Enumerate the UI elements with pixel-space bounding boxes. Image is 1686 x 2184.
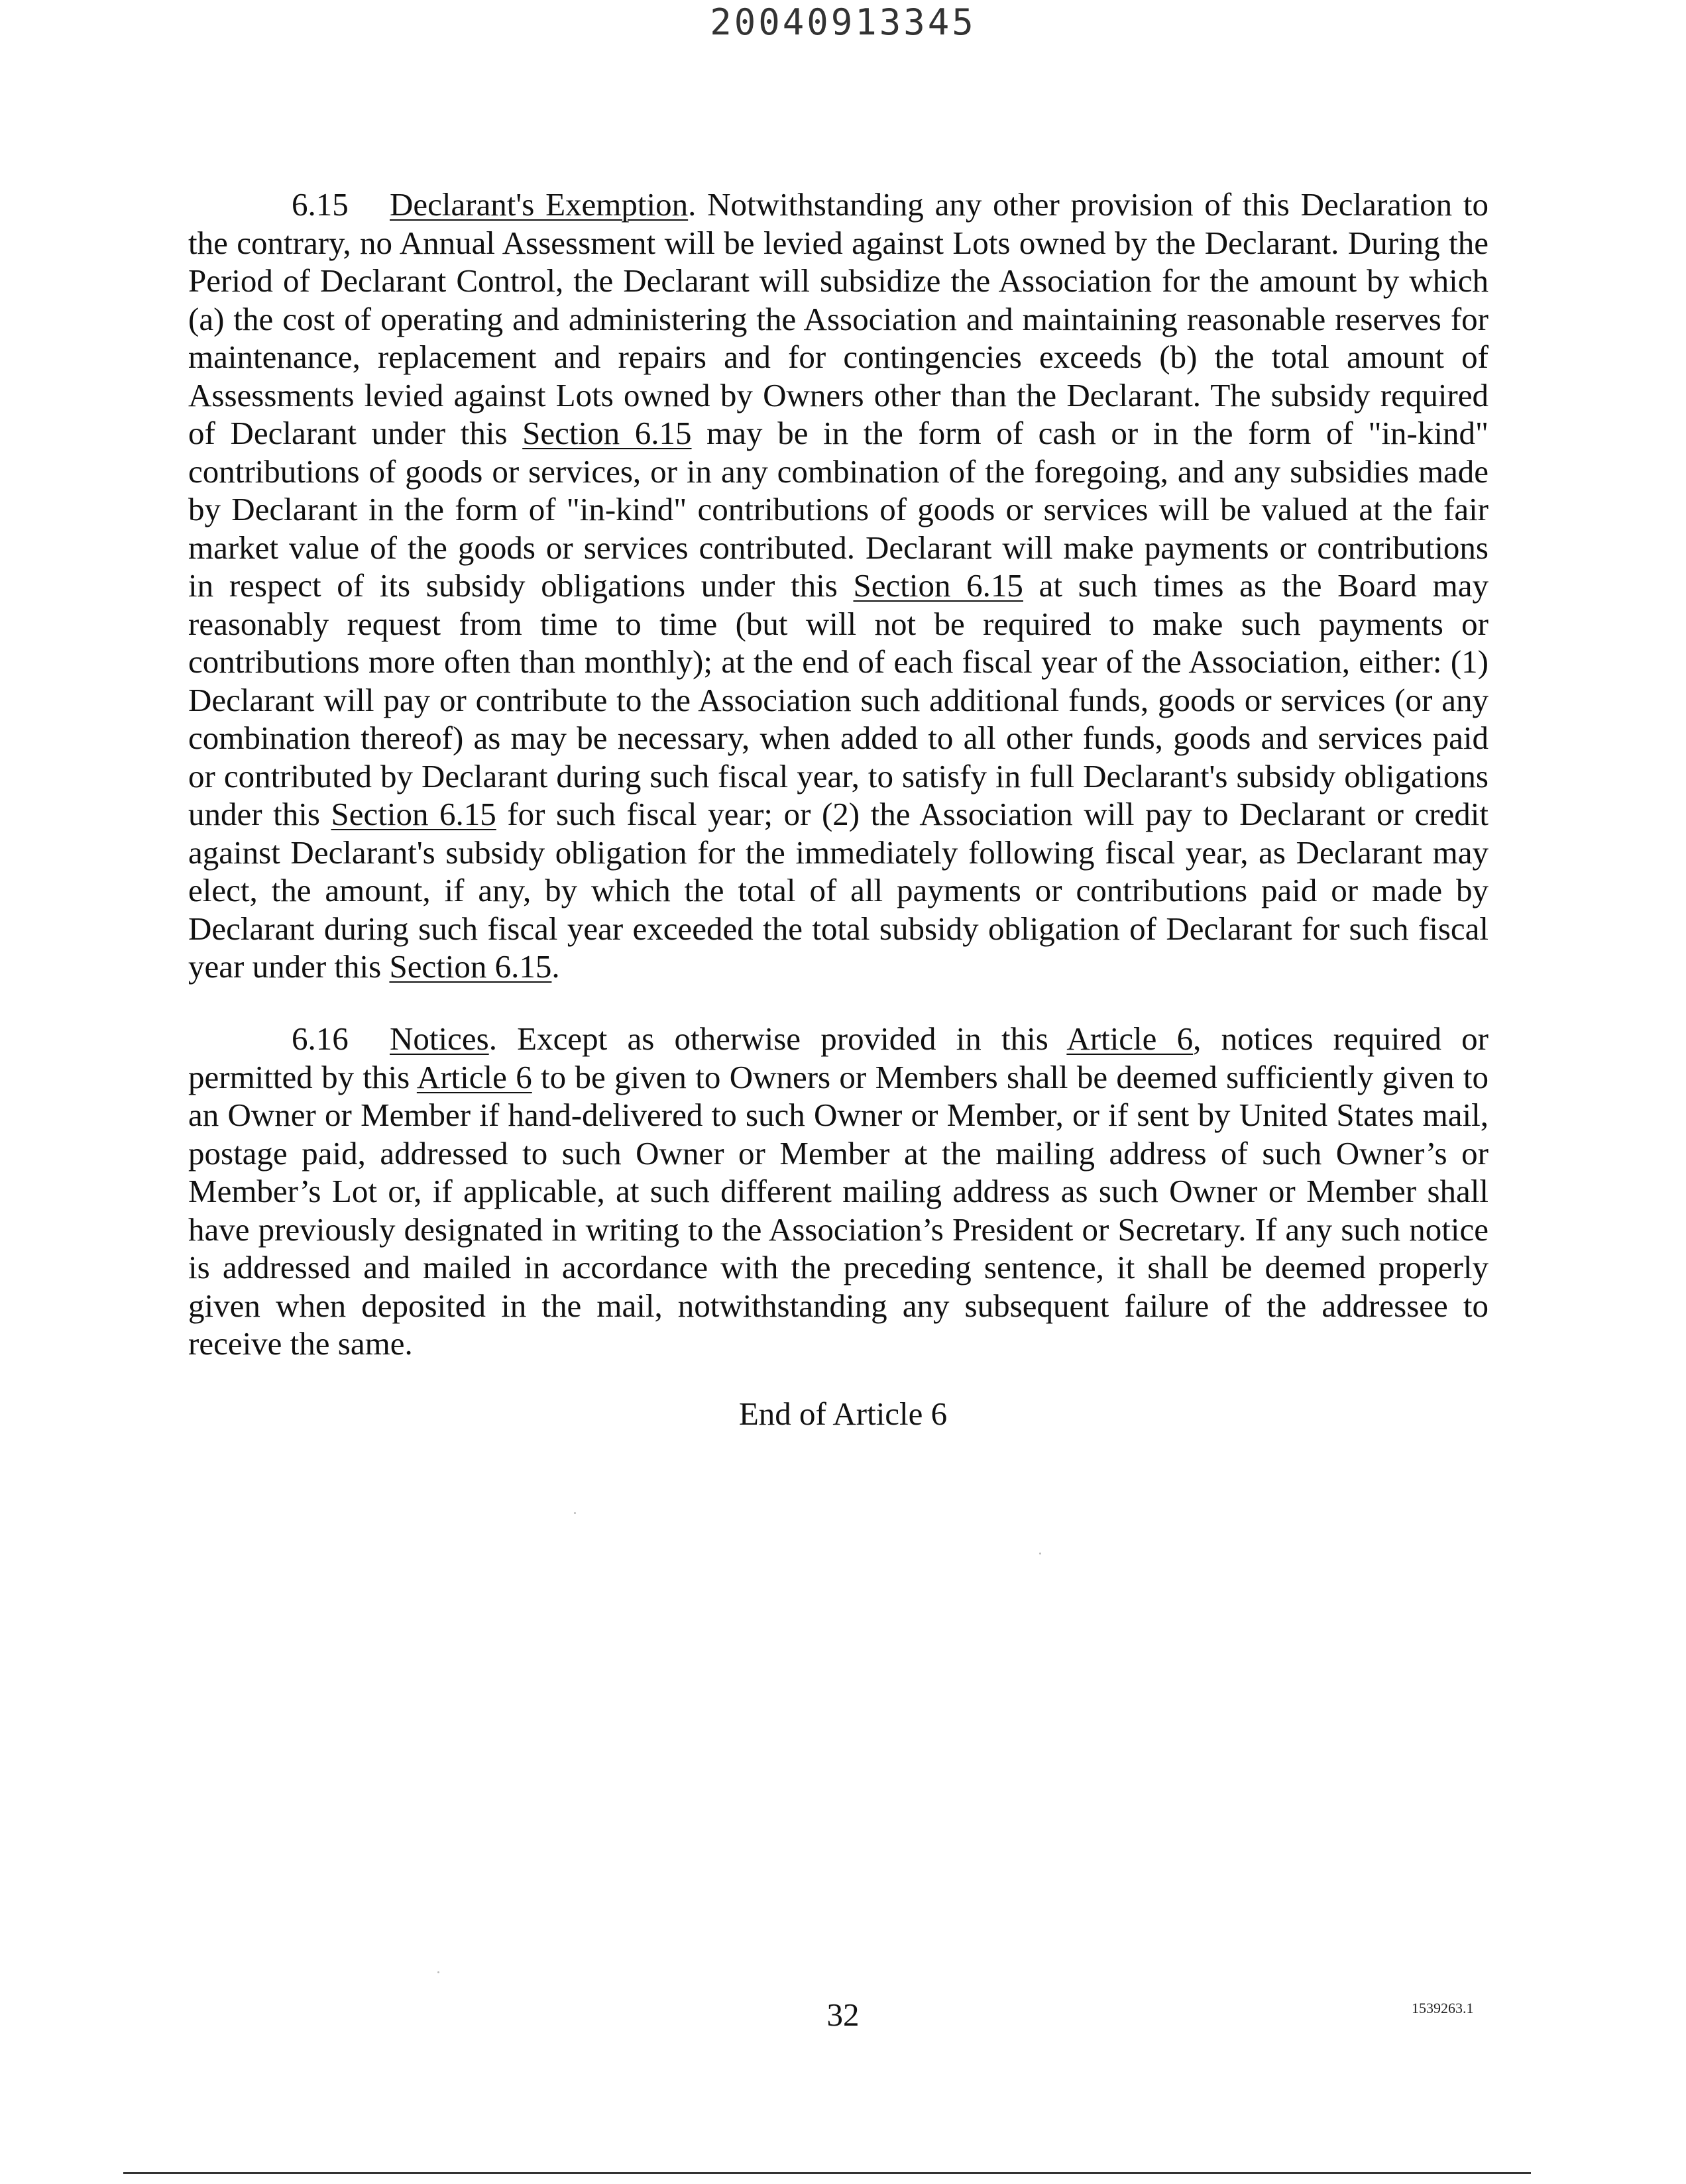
page-number: 32 — [826, 1996, 860, 2033]
section-reference: Article 6 — [416, 1058, 532, 1095]
section-number: 6.16 — [292, 1020, 349, 1057]
scan-speck — [437, 1971, 439, 1973]
section-text: , notices required or permitted by this — [188, 1020, 1489, 1095]
section-reference: Section 6.15 — [389, 948, 552, 985]
section-text: at such times as the Board may reasonably request from time to time (but will not be required to make such payments or contributions more often than monthly); at the end of each fiscal year of the Association, either: (1) Declarant will pay or contribute to the Association such additional funds, goods or services (or any combination thereof) as may be necessary, when added to all other funds, goods and services paid or contributed by Declarant during such fiscal year, to satisfy in full Declarant's subsidy obligations under this — [188, 567, 1489, 832]
end-of-article: End of Article 6 — [738, 1395, 948, 1432]
section-text: . — [551, 948, 560, 985]
section-reference: Section 6.15 — [522, 415, 692, 451]
section-6-16-paragraph — [188, 1020, 1489, 1363]
section-number: 6.15 — [292, 186, 349, 223]
scan-speck — [1039, 1553, 1041, 1555]
section-text: to be given to Owners or Members shall be deemed sufficiently given to an Owner or Member if hand-delivered to such Owner or Member, or if sent by United States mail, postage paid, addressed to such Owner or Member at the mailing address of such Owner’s or Member’s Lot or, if applicable, at such different mailing address as such Owner or Member shall have previously designated in writing to the Association’s President or Secretary. If any such notice is addressed and mailed in accordance with the preceding sentence, it shall be deemed properly given when deposited in the mail, notwithstanding any subsequent failure of the addressee to receive the same. — [188, 1058, 1489, 1362]
recording-number: 20040913345 — [710, 1, 976, 43]
section-text: . Notwithstanding any other provision of this Declaration to the contrary, no Annual Assessment will be levied against Lots owned by the Declarant. During the Period of Declarant Control, the Declarant will subsidize the Association for the amount by which (a) the cost of operating and administering the Association and maintaining reasonable reserves for maintenance, replacement and repairs and for contingencies exceeds (b) the total amount of Assessments levied against Lots owned by Owners other than the Declarant. The subsidy required of Declarant under this — [188, 186, 1489, 451]
scan-speck — [574, 1512, 576, 1514]
document-id: 1539263.1 — [1412, 2000, 1474, 2016]
section-6-16 — [188, 1020, 1489, 1363]
section-title: Declarant's Exemption — [390, 186, 689, 223]
section-reference: Section 6.15 — [331, 796, 496, 832]
section-reference: Section 6.15 — [853, 567, 1023, 604]
bottom-rule — [123, 2172, 1531, 2174]
section-text: may be in the form of cash or in the form of "in-kind" contributions of goods or services, or in any combination of the foregoing, and any subsidies made by Declarant in the form of "in-kind" contributions of goods or services will be valued at the fair market value of the goods or services contributed. Declarant will make payments or contributions in respect of its subsidy obligations under this — [188, 415, 1489, 604]
section-6-15 — [188, 186, 1489, 986]
section-title: Notices — [390, 1020, 489, 1057]
section-text: for such fiscal year; or (2) the Association will pay to Declarant or credit against Declarant's subsidy obligation for the immediately following fiscal year, as Declarant may elect, the amount, if any, by which the total of all payments or contributions paid or made by Declarant during such fiscal year exceeded the total subsidy obligation of Declarant for such fiscal year under this — [188, 796, 1489, 985]
section-6-15-paragraph — [188, 186, 1489, 986]
section-text: . Except as otherwise provided in this — [488, 1020, 1067, 1057]
section-reference: Article 6 — [1066, 1020, 1194, 1057]
